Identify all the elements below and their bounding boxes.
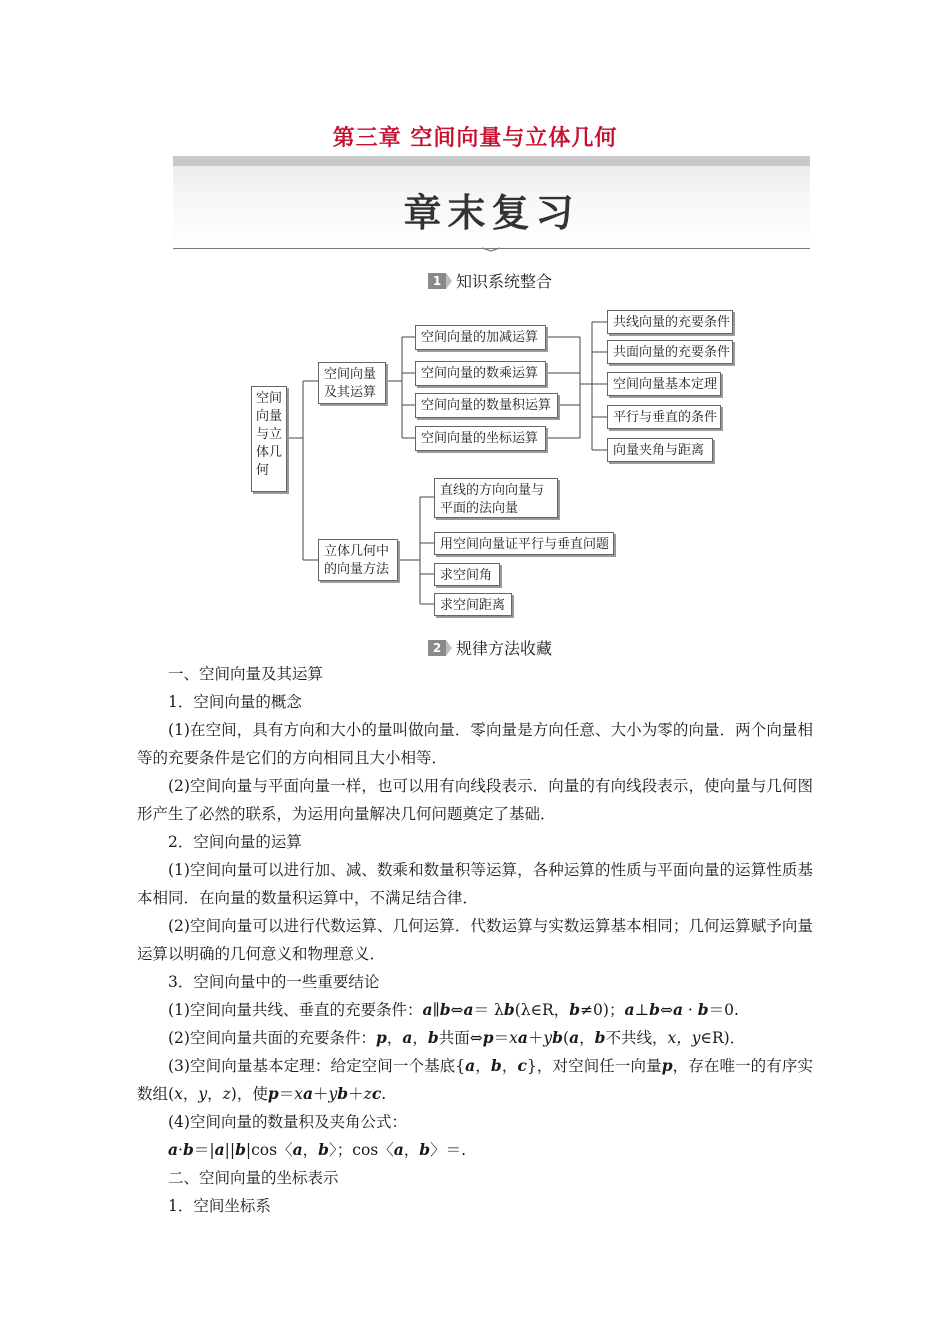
- heading-level1: 一、空间向量及其运算: [168, 665, 324, 683]
- branch-line: 空间向量: [324, 367, 377, 382]
- branch-line: 的向量方法: [324, 562, 390, 577]
- diagram-result-box: 向量夹角与距离: [607, 438, 713, 462]
- root-line: 体几: [256, 445, 283, 460]
- section-number-badge: 1: [428, 273, 446, 289]
- root-line: 何: [256, 463, 270, 478]
- paragraph: (2)空间向量与平面向量一样，也可以用有向线段表示．向量的有向线段表示，使向量与几何图形产生了必然的联系，为运用向量解决几何问题奠定了基础．: [137, 777, 813, 823]
- formula-coplanar: (2)空间向量共面的充要条件：p，a，b共面⇔p＝xa＋yb(a，b不共线，x，y∈R)．: [168, 1028, 746, 1047]
- branch-line: 立体几何中: [324, 544, 390, 559]
- heading-level1: 二、空间向量的坐标表示: [168, 1169, 339, 1187]
- root-line: 空间: [256, 391, 283, 406]
- diagram-result-box: 共面向量的充要条件: [607, 340, 733, 364]
- diagram-result-box: 空间向量基本定理: [607, 372, 721, 396]
- method-line: 平面的法向量: [440, 501, 519, 516]
- section-number-badge: 2: [428, 640, 446, 656]
- paragraph: (4)空间向量的数量积及夹角公式：: [168, 1113, 407, 1131]
- diagram-result-box: 平行与垂直的条件: [607, 405, 721, 429]
- heading-level2: 3．空间向量中的一些重要结论: [168, 973, 380, 991]
- branch-line: 及其运算: [324, 385, 377, 400]
- banner-title: 章末复习: [403, 191, 580, 235]
- diagram-method-box: 求空间角: [434, 563, 500, 586]
- heading-level2: 1．空间坐标系: [168, 1197, 271, 1215]
- diagram-op-box: 空间向量的数量积运算: [415, 393, 558, 418]
- diagram-result-box: 共线向量的充要条件: [607, 310, 733, 334]
- paragraph: (2)空间向量可以进行代数运算、几何运算．代数运算与实数运算基本相同；几何运算赋予向量运算以明确的几何意义和物理意义．: [137, 917, 813, 963]
- diagram-branch-vector-ops: [318, 362, 386, 404]
- paragraph: (1)在空间，具有方向和大小的量叫做向量．零向量是方向任意、大小为零的向量．两个向量相等的充要条件是它们的方向相同且大小相等．: [137, 721, 813, 767]
- formula-collinear-perpendicular: (1)空间向量共线、垂直的充要条件：a∥b⇔a＝ λb(λ∈R，b≠0)；a⊥b⇔a · b＝0.: [168, 1000, 739, 1019]
- root-line: 与立: [256, 427, 283, 442]
- formula-basis-theorem: (3)空间向量基本定理：给定空间一个基底{a，b，c}，对空间任一向量p，存在唯一的有序实数组(x，y，z)，使p＝xa＋yb＋zc.: [137, 1056, 813, 1103]
- heading-level2: 2．空间向量的运算: [168, 833, 302, 851]
- root-line: 向量: [256, 409, 283, 424]
- diagram-op-box: 空间向量的数乘运算: [415, 361, 546, 386]
- diagram-branch-methods: [318, 539, 398, 581]
- chapter-title: 第三章 空间向量与立体几何: [332, 125, 618, 151]
- section-heading-2: [428, 636, 552, 659]
- method-line: 直线的方向向量与: [440, 483, 545, 498]
- diagram-op-box: 空间向量的加减运算: [415, 325, 546, 350]
- diagram-op-box: 空间向量的坐标运算: [415, 426, 546, 451]
- diagram-root-box: [251, 386, 287, 492]
- paragraph: (1)空间向量可以进行加、减、数乘和数量积等运算，各种运算的性质与平面向量的运算性质基本相同．在向量的数量积运算中，不满足结合律．: [137, 861, 813, 907]
- formula-dot-product: a·b＝|a||b|cos〈a，b〉；cos〈a，b〉＝.: [168, 1140, 467, 1159]
- diagram-method-box: [434, 478, 558, 518]
- body-text: [137, 660, 813, 1220]
- diagram-method-box: 求空间距离: [434, 593, 512, 616]
- diagram-method-box: 用空间向量证平行与垂直问题: [434, 532, 614, 555]
- section-title: 规律方法收藏: [456, 639, 553, 658]
- section-title: 知识系统整合: [456, 272, 553, 291]
- heading-level2: 1．空间向量的概念: [168, 693, 302, 711]
